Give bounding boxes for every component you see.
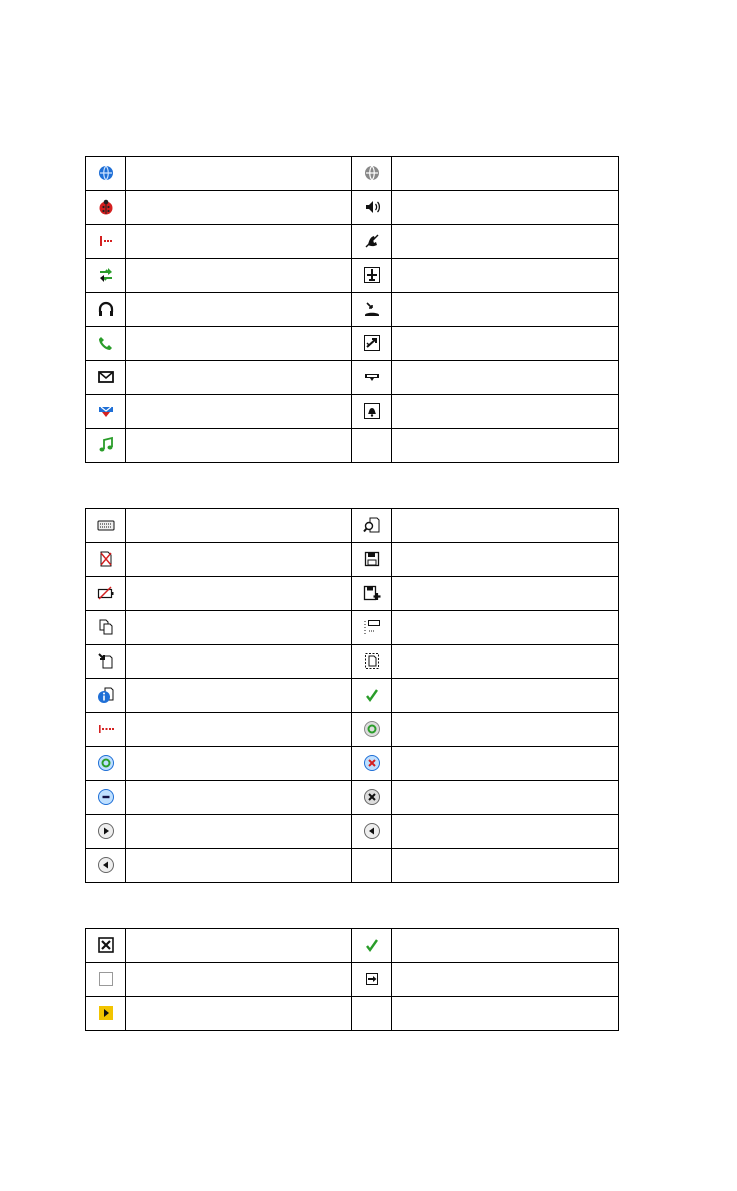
table-row	[86, 781, 619, 815]
description-cell	[126, 361, 352, 395]
icon-table-3	[85, 928, 619, 1031]
description-cell	[392, 849, 619, 883]
icon-cell	[352, 963, 392, 997]
description-cell	[126, 781, 352, 815]
description-cell	[126, 815, 352, 849]
description-cell	[126, 849, 352, 883]
table-row	[86, 963, 619, 997]
speaker-volume-icon	[363, 198, 381, 216]
circle-arrow-right-icon	[97, 822, 115, 840]
icon-cell	[86, 645, 126, 679]
call-forward-icon	[363, 334, 381, 352]
description-cell	[392, 157, 619, 191]
description-cell	[126, 509, 352, 543]
description-cell	[126, 747, 352, 781]
description-cell	[126, 395, 352, 429]
checkmark-green-icon	[363, 686, 381, 704]
description-cell	[392, 645, 619, 679]
circle-minus-icon	[97, 788, 115, 806]
icon-cell	[86, 259, 126, 293]
select-all-icon	[363, 652, 381, 670]
table-row	[86, 713, 619, 747]
description-cell	[392, 611, 619, 645]
ringer-off-icon	[363, 232, 381, 250]
icon-cell	[352, 679, 392, 713]
icon-cell	[352, 259, 392, 293]
description-cell	[392, 225, 619, 259]
icon-cell	[352, 747, 392, 781]
table-row	[86, 997, 619, 1031]
icon-cell	[86, 849, 126, 883]
table-row	[86, 645, 619, 679]
icon-cell	[352, 293, 392, 327]
table-row	[86, 361, 619, 395]
icon-cell	[86, 679, 126, 713]
arrow-into-box-icon	[363, 970, 381, 988]
description-cell	[126, 543, 352, 577]
description-cell	[392, 327, 619, 361]
icon-cell	[352, 929, 392, 963]
description-cell	[392, 929, 619, 963]
icon-cell	[86, 395, 126, 429]
description-cell	[126, 679, 352, 713]
envelope-icon	[97, 368, 115, 386]
table-row	[86, 679, 619, 713]
description-cell	[392, 395, 619, 429]
icon-cell	[86, 781, 126, 815]
save-disk-icon	[363, 550, 381, 568]
paste-icon	[97, 652, 115, 670]
circle-arrow-left-icon	[363, 822, 381, 840]
description-cell	[392, 781, 619, 815]
icon-cell	[86, 543, 126, 577]
description-cell	[126, 191, 352, 225]
radio-blue-green-icon	[97, 754, 115, 772]
icon-cell	[352, 781, 392, 815]
icon-cell	[352, 157, 392, 191]
icon-cell	[86, 327, 126, 361]
description-cell	[392, 963, 619, 997]
description-cell	[126, 713, 352, 747]
alarm-bell-icon	[363, 402, 381, 420]
description-cell	[392, 361, 619, 395]
missed-call-icon	[363, 300, 381, 318]
icon-cell	[86, 747, 126, 781]
table-row	[86, 929, 619, 963]
icon-cell	[352, 429, 392, 463]
icon-cell	[352, 395, 392, 429]
checkbox-empty-icon	[97, 970, 115, 988]
battery-empty-icon	[97, 584, 115, 602]
mms-message-icon	[97, 402, 115, 420]
description-cell	[392, 293, 619, 327]
description-cell	[126, 963, 352, 997]
icon-cell	[352, 611, 392, 645]
headset-icon	[97, 300, 115, 318]
description-cell	[392, 259, 619, 293]
description-cell	[392, 509, 619, 543]
table-row	[86, 577, 619, 611]
description-cell	[392, 679, 619, 713]
ladybug-red-icon	[97, 198, 115, 216]
description-cell	[392, 747, 619, 781]
description-cell	[392, 997, 619, 1031]
description-cell	[126, 157, 352, 191]
save-add-icon	[363, 584, 381, 602]
list-details-icon	[363, 618, 381, 636]
music-note-green-icon	[97, 436, 115, 454]
icon-cell	[86, 191, 126, 225]
table-row	[86, 157, 619, 191]
table-row	[86, 849, 619, 883]
icon-table-2	[85, 508, 619, 883]
icon-cell	[86, 713, 126, 747]
play-yellow-icon	[97, 1004, 115, 1022]
table-row	[86, 815, 619, 849]
zoom-page-icon	[363, 516, 381, 534]
table-row	[86, 225, 619, 259]
table-row	[86, 191, 619, 225]
airplane-icon	[363, 266, 381, 284]
table-row	[86, 293, 619, 327]
checkmark-green-icon	[363, 936, 381, 954]
description-cell	[126, 259, 352, 293]
icon-cell	[352, 645, 392, 679]
info-icon	[97, 686, 115, 704]
icon-cell	[352, 543, 392, 577]
globe-blue-icon	[97, 164, 115, 182]
table-row	[86, 543, 619, 577]
globe-gray-icon	[363, 164, 381, 182]
icon-cell	[352, 577, 392, 611]
icon-cell	[352, 191, 392, 225]
icon-cell	[86, 157, 126, 191]
icon-cell	[86, 929, 126, 963]
data-transfer-green-icon	[97, 266, 115, 284]
icon-table-1	[85, 156, 619, 463]
table-row	[86, 429, 619, 463]
signal-red-icon	[97, 232, 115, 250]
icon-cell	[352, 327, 392, 361]
description-cell	[126, 611, 352, 645]
icon-cell	[86, 361, 126, 395]
description-cell	[392, 191, 619, 225]
icon-cell	[352, 849, 392, 883]
description-cell	[392, 815, 619, 849]
description-cell	[126, 577, 352, 611]
icon-cell	[86, 577, 126, 611]
table-row	[86, 747, 619, 781]
description-cell	[392, 713, 619, 747]
checkbox-x-icon	[97, 936, 115, 954]
icon-cell	[86, 997, 126, 1031]
radio-green-icon	[363, 720, 381, 738]
keyboard-icon	[97, 516, 115, 534]
description-cell	[392, 429, 619, 463]
description-cell	[126, 997, 352, 1031]
phone-handset-green-icon	[97, 334, 115, 352]
icon-cell	[352, 225, 392, 259]
icon-cell	[352, 361, 392, 395]
icon-cell	[352, 509, 392, 543]
icon-cell	[86, 509, 126, 543]
table-row	[86, 259, 619, 293]
icon-cell	[86, 963, 126, 997]
icon-cell	[352, 997, 392, 1031]
no-sim-icon	[97, 550, 115, 568]
description-cell	[392, 577, 619, 611]
icon-cell	[352, 815, 392, 849]
description-cell	[126, 929, 352, 963]
description-cell	[126, 645, 352, 679]
copy-pages-icon	[97, 618, 115, 636]
table-row	[86, 611, 619, 645]
icon-cell	[352, 713, 392, 747]
description-cell	[392, 543, 619, 577]
icon-cell	[86, 225, 126, 259]
description-cell	[126, 327, 352, 361]
circle-x-red-icon	[363, 754, 381, 772]
circle-arrow-left-icon	[97, 856, 115, 874]
circle-x-icon	[363, 788, 381, 806]
icon-cell	[86, 611, 126, 645]
description-cell	[126, 293, 352, 327]
description-cell	[126, 429, 352, 463]
dotted-line-red-icon	[97, 720, 115, 738]
table-row	[86, 509, 619, 543]
voicemail-icon	[363, 368, 381, 386]
table-row	[86, 395, 619, 429]
icon-cell	[86, 815, 126, 849]
table-row	[86, 327, 619, 361]
icon-cell	[86, 293, 126, 327]
description-cell	[126, 225, 352, 259]
icon-cell	[86, 429, 126, 463]
